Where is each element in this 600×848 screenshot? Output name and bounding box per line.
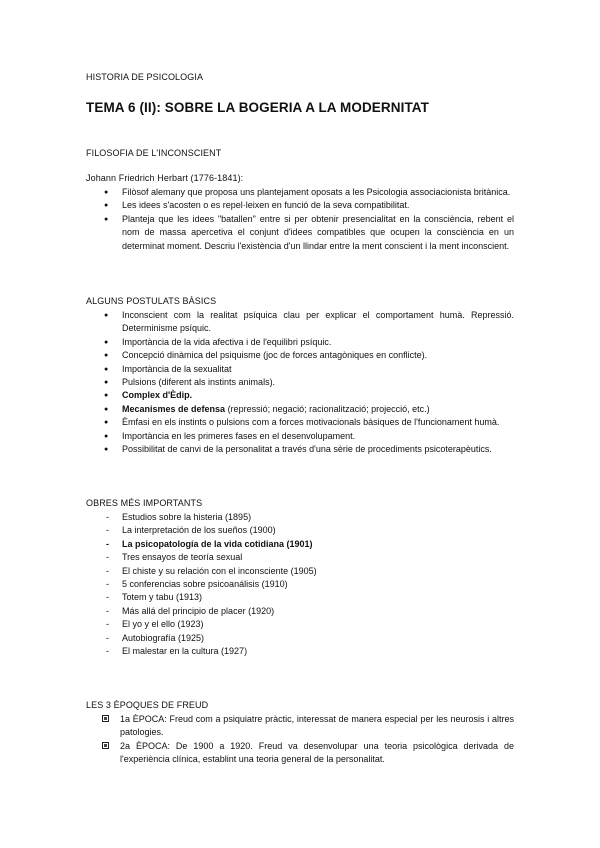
herbart-list [86, 186, 514, 253]
list-item-defense [86, 403, 514, 416]
list-item: ● Importància de la sexualitat [86, 363, 514, 376]
section-heading-obres: OBRES MÉS IMPORTANTS [86, 498, 203, 508]
epoque-text: 2a ÈPOCA: De 1900 a 1920. Freud va desenvolupar una teoria psicològica derivada de l'experiència clínica, establint una teoria general de la personalitat. [120, 740, 514, 765]
list-item: ● Importància de la vida afectiva i de l'equilibri psíquic. [86, 336, 514, 349]
page-title: TEMA 6 (II): SOBRE LA BOGERIA A LA MODERNITAT [86, 100, 429, 115]
list-item: - Más allá del principio de placer (1920) [86, 605, 514, 618]
epoques-list [86, 713, 514, 767]
list-item: ● Pulsions (diferent als instints animals). [86, 376, 514, 389]
list-item: ● Complex d'Èdip. [86, 389, 514, 402]
list-item: ● Planteja que les idees "batallen" entre si per obtenir presencialitat en la consciència, rebent el nom de massa apercetiva el conjunt d'idees compatibles que ocupen la consciència en un determinat moment. Descriu l'existència d'un llindar entre la ment conscient i la ment inconscient. [86, 213, 514, 253]
course-name: HISTORIA DE PSICOLOGIA [86, 72, 204, 82]
checkbox-icon [102, 742, 109, 749]
list-item: - La interpretación de los sueños (1900) [86, 524, 514, 537]
epoque-text: 1a ÈPOCA: Freud com a psiquiatre pràctic, interessat de manera especial per les neurosis i altres patologies. [120, 714, 514, 738]
list-item: - Estudios sobre la histeria (1895) [86, 511, 514, 524]
list-item: ● Importància en les primeres fases en el desenvolupament. [86, 430, 514, 443]
list-item: ● Les idees s'acosten o es repel·leixen en funció de la seva compatibilitat. [86, 199, 514, 212]
section-heading-postulats: ALGUNS POSTULATS BÀSICS [86, 296, 217, 306]
list-item: ● Possibilitat de canvi de la personalitat a través d'una sèrie de procediments psicoterapèutics. [86, 443, 514, 456]
defense-rest: (repressió; negació; racionalització; projecció, etc.) [225, 403, 430, 414]
list-item [86, 713, 514, 740]
list-item: ● Èmfasi en els instints o pulsions com a forces motivacionals bàsiques de l'funcionament humà. [86, 416, 514, 429]
list-item: - La psicopatología de la vida cotidiana (1901) [86, 538, 514, 551]
list-item: ● Concepció dinàmica del psiquisme (joc de forces antagòniques en conflicte). [86, 349, 514, 362]
list-item: - El malestar en la cultura (1927) [86, 645, 514, 658]
list-item: - El chiste y su relación con el inconsciente (1905) [86, 565, 514, 578]
list-item: ● Filòsof alemany que proposa uns plantejament oposats a les Psicologia associacionista britànica. [86, 186, 514, 199]
works-list [86, 511, 514, 658]
section-heading-inconscient: FILOSOFIA DE L'INCONSCIENT [86, 148, 222, 158]
list-item: - Autobiografía (1925) [86, 632, 514, 645]
checkbox-icon [102, 715, 109, 722]
list-item: ● Inconscient com la realitat psíquica clau per explicar el comportament humà. Repressió. Determinisme psíquic. [86, 309, 514, 336]
postulats-list [86, 309, 514, 456]
list-item: - Totem y tabu (1913) [86, 591, 514, 604]
list-item: - 5 conferencias sobre psicoanálisis (1910) [86, 578, 514, 591]
list-item [86, 740, 514, 767]
defense-bold: Mecanismes de defensa [122, 403, 226, 414]
list-item: - Tres ensayos de teoría sexual [86, 551, 514, 564]
section-heading-epoques: LES 3 ÈPOQUES DE FREUD [86, 700, 209, 710]
list-item: - El yo y el ello (1923) [86, 618, 514, 631]
author-line: Johann Friedrich Herbart (1776-1841): [86, 173, 244, 183]
